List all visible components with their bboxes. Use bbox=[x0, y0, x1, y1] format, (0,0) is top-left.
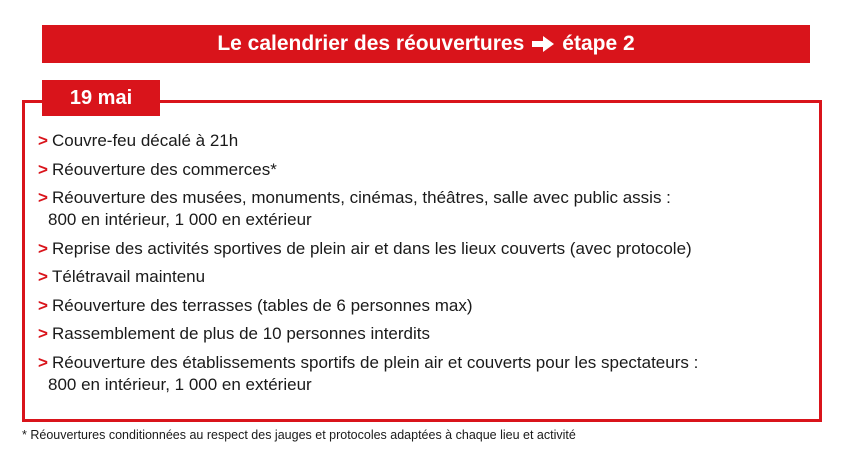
item-text: Réouverture des terrasses (tables de 6 personnes max) bbox=[52, 295, 473, 315]
list-item bbox=[38, 266, 818, 288]
date-tab bbox=[42, 80, 160, 116]
date-label: 19 mai bbox=[69, 86, 133, 109]
bullet-marker: > bbox=[38, 131, 48, 150]
bullet-marker: > bbox=[38, 267, 48, 286]
list-item bbox=[38, 159, 818, 181]
item-text: Réouverture des musées, monuments, cinémas, théâtres, salle avec public assis : bbox=[52, 188, 671, 207]
item-text: Réouverture des établissements sportifs de plein air et couverts pour les spectateurs : bbox=[52, 352, 699, 372]
item-text-continuation: 800 en intérieur, 1 000 en extérieur bbox=[48, 374, 312, 394]
bullet-marker: > bbox=[38, 324, 48, 343]
list-item bbox=[38, 352, 818, 396]
bullet-marker: > bbox=[38, 295, 48, 315]
list-item bbox=[38, 323, 818, 345]
item-text: Réouverture des commerces* bbox=[52, 159, 277, 179]
item-text: Couvre-feu décalé à 21h bbox=[52, 131, 239, 150]
bullet-marker: > bbox=[38, 159, 48, 179]
stage-text: étape 2 bbox=[562, 32, 635, 55]
item-text: Rassemblement de plus de 10 personnes interdits bbox=[52, 324, 430, 343]
list-item bbox=[38, 130, 818, 152]
footnote: * Réouvertures conditionnées au respect des jauges et protocoles adaptées à chaque lieu et activité bbox=[22, 428, 576, 442]
item-text-continuation: 800 en intérieur, 1 000 en extérieur bbox=[48, 210, 312, 229]
bullet-marker: > bbox=[38, 352, 48, 372]
bullet-marker: > bbox=[38, 238, 48, 258]
item-text: Reprise des activités sportives de plein air et dans les lieux couverts (avec protocole) bbox=[52, 238, 692, 258]
list-item bbox=[38, 187, 818, 231]
list-item bbox=[38, 238, 818, 260]
right-arrow-icon bbox=[530, 34, 556, 54]
item-text: Télétravail maintenu bbox=[52, 267, 206, 286]
measures-list bbox=[38, 130, 818, 402]
title-text: Le calendrier des réouvertures bbox=[217, 32, 525, 55]
title-banner bbox=[42, 25, 810, 63]
bullet-marker: > bbox=[38, 188, 48, 207]
list-item bbox=[38, 295, 818, 317]
